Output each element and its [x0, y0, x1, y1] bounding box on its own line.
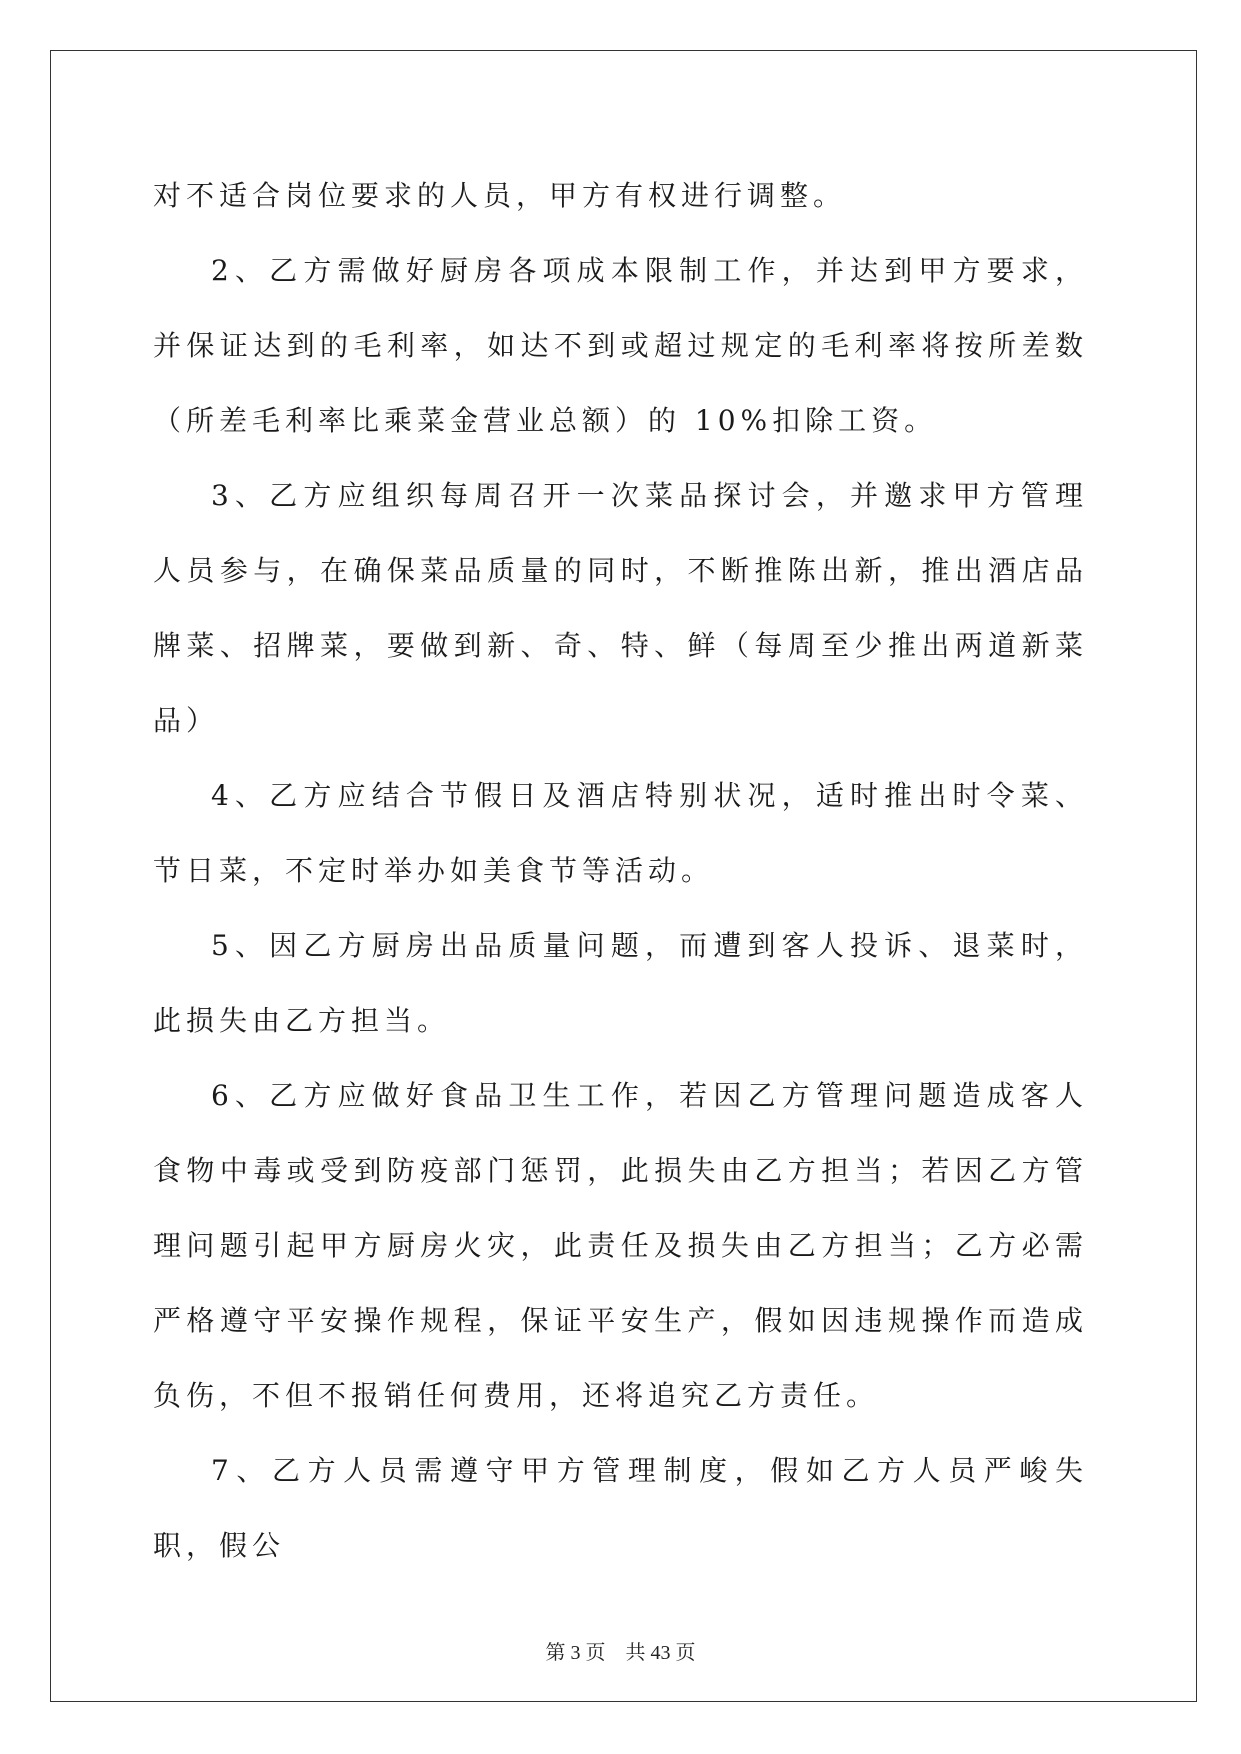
paragraph-clause-3: 3、乙方应组织每周召开一次菜品探讨会，并邀求甲方管理人员参与，在确保菜品质量的同时，不断推陈出新，推出酒店品牌菜、招牌菜，要做到新、奇、特、鲜（每周至少推出两道新菜品） — [153, 479, 1088, 737]
paragraph-continuation: 对不适合岗位要求的人员，甲方有权进行调整。 — [153, 179, 847, 212]
paragraph-clause-4: 4、乙方应结合节假日及酒店特别状况，适时推出时令菜、节日菜，不定时举办如美食节等活动。 — [153, 779, 1088, 887]
paragraph-clause-7: 7、乙方人员需遵守甲方管理制度，假如乙方人员严峻失职，假公 — [153, 1454, 1088, 1562]
page-footer — [0, 1636, 1241, 1665]
page-number: 第 3 页 — [545, 1642, 606, 1664]
paragraph-clause-6: 6、乙方应做好食品卫生工作，若因乙方管理问题造成客人食物中毒或受到防疫部门惩罚，此损失由乙方担当；若因乙方管理问题引起甲方厨房火灾，此责任及损失由乙方担当；乙方必需严格遵守平安操作规程，保证平安生产，假如因违规操作而造成负伤，不但不报销任何费用，还将追究乙方责任。 — [153, 1079, 1088, 1412]
paragraph-clause-5: 5、因乙方厨房出品质量问题，而遭到客人投诉、退菜时，此损失由乙方担当。 — [153, 929, 1088, 1037]
page-total: 共 43 页 — [625, 1642, 696, 1664]
document-body — [153, 158, 1088, 1583]
paragraph-clause-2: 2、乙方需做好厨房各项成本限制工作，并达到甲方要求，并保证达到的毛利率，如达不到或超过规定的毛利率将按所差数（所差毛利率比乘菜金营业总额）的 10%扣除工资。 — [153, 254, 1088, 437]
